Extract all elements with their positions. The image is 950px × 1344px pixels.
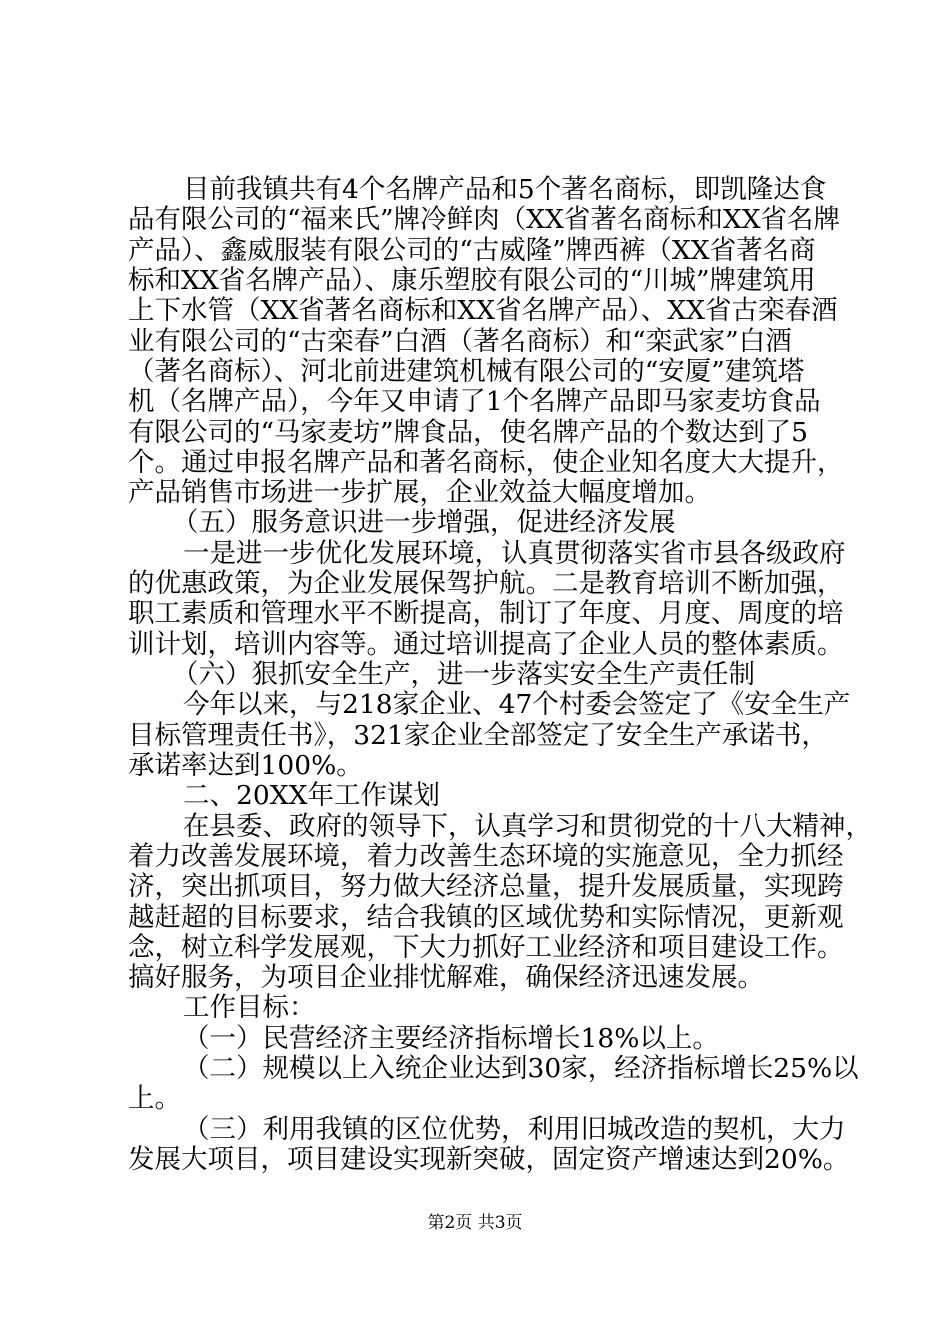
paragraph-line: （著名商标）、河北前进建筑机械有限公司的“安厦”建筑塔 bbox=[128, 355, 805, 387]
paragraph-line: 产品销售市场进一步扩展，企业效益大幅度增加。 bbox=[128, 477, 711, 509]
paragraph-line: 今年以来，与218家企业、47个村委会签定了《安全生产 bbox=[183, 689, 851, 721]
paragraph-line: 目标管理责任书》，321家企业全部签定了安全生产承诺书， bbox=[128, 719, 828, 751]
paragraph-line: 目前我镇共有4个名牌产品和5个著名商标，即凯隆达食 bbox=[183, 174, 827, 205]
paragraph-line: 工作目标： bbox=[183, 992, 316, 1024]
paragraph-line: 上下水管（XX省著名商标和XX省名牌产品）、XX省古栾春酒 bbox=[128, 295, 838, 327]
paragraph-line: 在县委、政府的领导下，认真学习和贯彻党的十八大精神， bbox=[183, 810, 872, 842]
paragraph-line: 训计划，培训内容等。通过培训提高了企业人员的整体素质。 bbox=[128, 628, 844, 660]
paragraph-line: 机（名牌产品），今年又申请了1个名牌产品即马家麦坊食品 bbox=[128, 386, 821, 418]
page-number: 第2页 共3页 bbox=[427, 1213, 523, 1233]
paragraph-line: 标和XX省名牌产品）、康乐塑胶有限公司的“川城”牌建筑用 bbox=[128, 264, 816, 296]
paragraph-line: 业有限公司的“古栾春”白酒（著名商标）和“栾武家”白酒 bbox=[128, 325, 792, 357]
paragraph-line: 个。通过申报名牌产品和著名商标，使企业知名度大大提升， bbox=[128, 446, 844, 478]
paragraph-line: 职工素质和管理水平不断提高，制订了年度、月度、周度的培 bbox=[128, 598, 844, 630]
paragraph-line: 的优惠政策，为企业发展保驾护航。二是教育培训不断加强， bbox=[128, 568, 844, 600]
paragraph-line: 搞好服务，为项目企业排忧解难，确保经济迅速发展。 bbox=[128, 962, 764, 994]
section-heading: 二、20XX年工作谋划 bbox=[183, 780, 440, 812]
paragraph-line: 品有限公司的“福来氏”牌冷鲜肉（XX省著名商标和XX省名牌 bbox=[128, 204, 841, 236]
paragraph-line: 上。 bbox=[128, 1083, 181, 1115]
section-heading: （五）服务意识进一步增强，促进经济发展 bbox=[172, 507, 676, 539]
paragraph-line: 承诺率达到100%。 bbox=[128, 749, 363, 781]
paragraph-line: 一是进一步优化发展环境，认真贯彻落实省市县各级政府 bbox=[183, 537, 846, 569]
paragraph-line: 产品）、鑫威服装有限公司的“古威隆”牌西裤（XX省著名商 bbox=[128, 234, 816, 266]
paragraph-line: 越赶超的目标要求，结合我镇的区域优势和实际情况，更新观 bbox=[128, 901, 844, 933]
paragraph-line: 济，突出抓项目，努力做大经济总量，提升发展质量，实现跨 bbox=[128, 871, 844, 903]
paragraph-line: 念，树立科学发展观，下大力抓好工业经济和项目建设工作。 bbox=[128, 931, 844, 963]
list-item: （二）规模以上入统企业达到30家，经济指标增长25%以 bbox=[183, 1053, 859, 1085]
paragraph-line: 有限公司的“马家麦坊”牌食品，使名牌产品的个数达到了5 bbox=[128, 416, 808, 448]
paragraph-line: 发展大项目，项目建设实现新突破，固定资产增速达到20%。 bbox=[128, 1144, 850, 1175]
section-heading: （六）狠抓安全生产，进一步落实安全生产责任制 bbox=[172, 659, 755, 690]
list-item: （一）民营经济主要经济指标增长18%以上。 bbox=[183, 1022, 719, 1054]
paragraph-line: 着力改善发展环境，着力改善生态环境的实施意见，全力抓经 bbox=[128, 840, 844, 872]
list-item: （三）利用我镇的区位优势，利用旧城改造的契机，大力 bbox=[183, 1113, 846, 1145]
